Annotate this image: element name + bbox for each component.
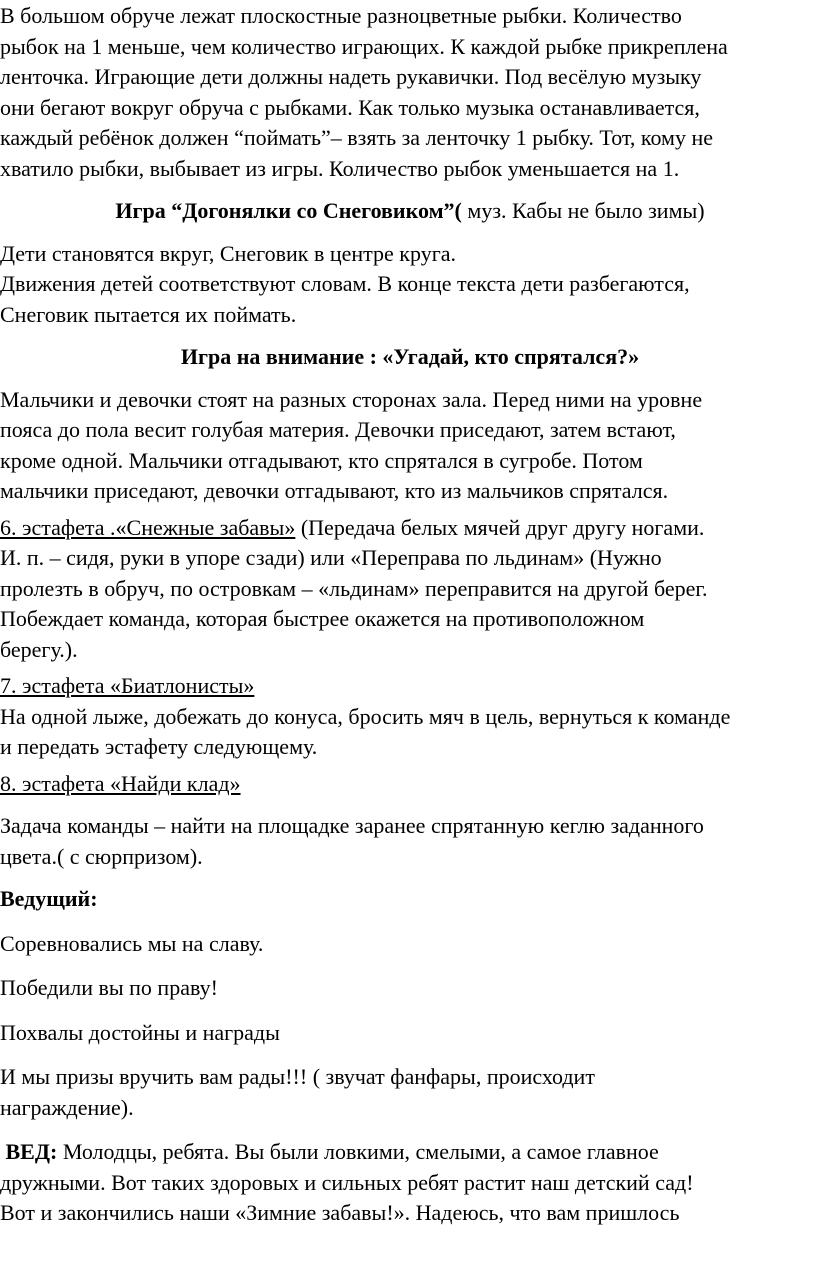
host-label: Ведущий:: [0, 886, 98, 911]
relay6-heading: 6. эстафета .«Снежные забавы»: [0, 514, 296, 540]
text-line: Снеговик пытается их поймать.: [0, 301, 297, 327]
game2-title: Игра на внимание : «Угадай, кто спрятался?»: [180, 344, 640, 369]
text-line: Побеждает команда, которая быстрее окажется на противоположном: [0, 606, 645, 631]
text-line: пролезть в обруч, по островкам – «льдинам» переправится на другой берег.: [0, 575, 708, 601]
text-line: Движения детей соответствуют словам. В конце текста дети разбегаются,: [0, 271, 690, 296]
text-line: награждение).: [0, 1094, 134, 1120]
text-line: цвета.( с сюрпризом).: [0, 843, 203, 869]
host-verse: Победили вы по праву!: [0, 975, 218, 1000]
text-line: мальчики приседают, девочки отгадывают, кто из мальчиков спрятался.: [0, 478, 669, 503]
relay7-heading: 7. эстафета «Биатлонисты»: [0, 673, 255, 698]
relay6-line1-rest: (Передача белых мячей друг другу ногами.: [295, 514, 705, 540]
relay6-paragraph: [0, 513, 816, 666]
text-line: Вот и закончились наши «Зимние забавы!». Надеюсь, что вам пришлось: [0, 1200, 680, 1225]
game1-title-bold: Игра “Догонялки со Снеговиком”(: [115, 198, 462, 223]
game1-paragraph: [0, 239, 816, 331]
text-line: Дети становятся вкруг, Снеговик в центре круга.: [0, 240, 456, 266]
text-line: берегу.).: [0, 636, 78, 662]
host-verse: Похвалы достойны и награды: [0, 1019, 280, 1045]
text-line: и передать эстафету следующему.: [0, 734, 318, 759]
ved-line1-rest: Молодцы, ребята. Вы были ловкими, смелыми, а самое главное: [57, 1139, 659, 1164]
text-line: В большом обруче лежат плоскостные разноцветные рыбки. Количество: [0, 3, 682, 28]
text-line: И мы призы вручить вам рады!!! ( звучат фанфары, происходит: [0, 1064, 595, 1089]
text-line: На одной лыже, добежать до конуса, бросить мяч в цель, вернуться к команде: [0, 703, 731, 729]
text-line: Мальчики и девочки стоят на разных сторонах зала. Перед ними на уровне: [0, 386, 703, 412]
text-line: Задача команды – найти на площадке заранее спрятанную кеглю заданного: [0, 813, 704, 838]
ved-label: ВЕД:: [5, 1139, 58, 1164]
host-last-verse: [0, 1062, 816, 1123]
text-line: хватило рыбки, выбывает из игры. Количество рыбок уменьшается на 1.: [0, 155, 680, 181]
text-line: они бегают вокруг обруча с рыбками. Как только музыка останавливается,: [0, 94, 700, 120]
relay8-heading: 8. эстафета «Найди клад»: [0, 770, 241, 796]
ved-paragraph: [0, 1137, 816, 1229]
ved-first-line: [0, 1137, 816, 1168]
relay7-paragraph: [0, 671, 816, 763]
text-line: кроме одной. Мальчики отгадывают, кто спрятался в сугробе. Потом: [0, 447, 643, 473]
intro-paragraph: [0, 1, 816, 184]
host-verse: Соревновались мы на славу.: [0, 930, 264, 956]
relay6-first-line: [0, 513, 816, 544]
text-line: каждый ребёнок должен “поймать”– взять за ленточку 1 рыбку. Тот, кому не: [0, 125, 714, 150]
game1-title-rest: муз. Кабы не было зимы): [461, 198, 705, 223]
game2-paragraph: [0, 385, 816, 507]
text-line: дружными. Вот таких здоровых и сильных ребят растит наш детский сад!: [0, 1169, 694, 1195]
game1-title: [0, 196, 816, 227]
text-line: ленточка. Играющие дети должны надеть рукавички. Под весёлую музыку: [0, 64, 702, 89]
text-line: пояса до пола весит голубая материя. Девочки приседают, затем встают,: [0, 417, 676, 442]
relay8-paragraph: [0, 811, 816, 872]
text-line: рыбок на 1 меньше, чем количество играющих. К каждой рыбке прикреплена: [0, 33, 728, 59]
text-line: И. п. – сидя, руки в упоре сзади) или «Переправа по льдинам» (Нужно: [0, 545, 662, 570]
